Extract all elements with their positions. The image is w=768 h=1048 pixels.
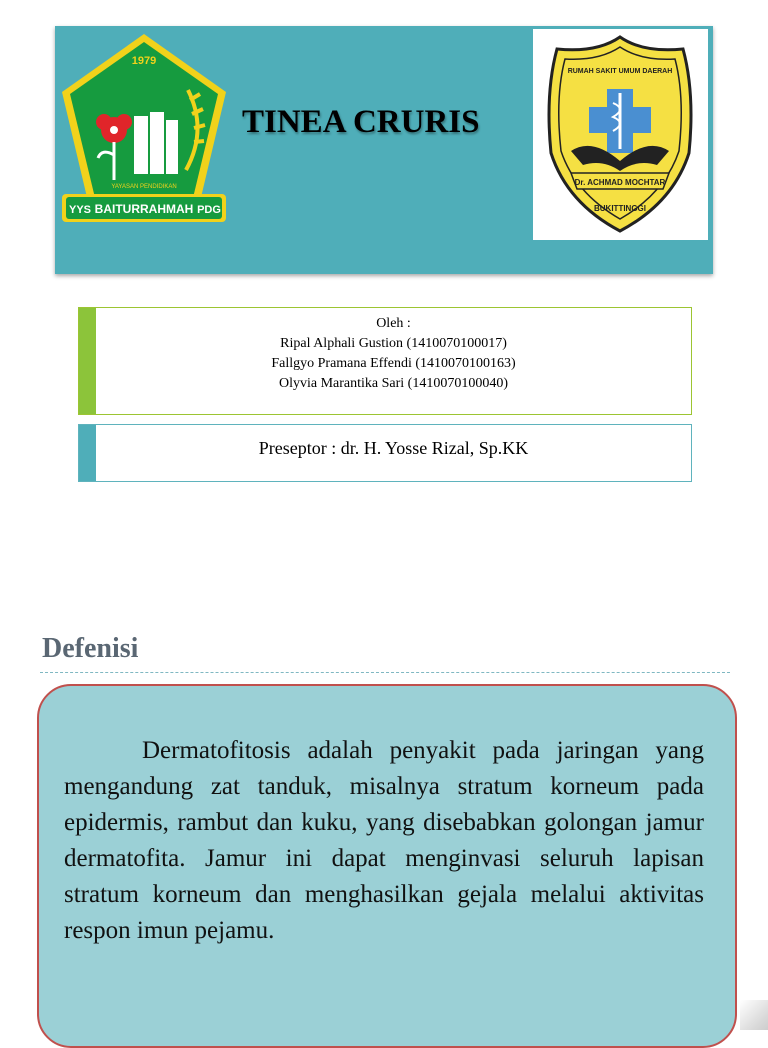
authors-heading: Oleh : [376,316,411,331]
hospital-logo [537,33,704,236]
hospital-ribbon-text: Dr. ACHMAD MOCHTAR [574,178,666,187]
authors-box [78,307,692,415]
baiturrahmah-logo [58,30,230,234]
hospital-bottom-text: BUKITTINGGI [594,204,646,213]
definition-heading: Defenisi [42,633,139,664]
preceptor-accent-bar [79,425,96,481]
logo-caption: YAYASAN PENDIDIKAN [111,184,177,190]
authors-text [96,314,691,394]
definition-text: Dermatofitosis adalah penyakit pada jaringan yang mengandung zat tanduk, misalnya stratum korneum pada epidermis, rambut dan kuku, yang disebabkan golongan jamur dermatofita. Jamur ini dapat menginvasi seluruh lapisan stratum korneum dan menghasilkan gejala melalui aktivitas respon imun pejamu. [64,737,704,944]
logo-right-tag: PDG [197,204,221,216]
author-line: Ripal Alphali Gustion (1410070100017) [280,336,507,351]
logo-year: 1979 [131,55,157,67]
page-corner-shadow [740,1000,768,1030]
authors-accent-bar [79,308,96,414]
presentation-title: TINEA CRURIS [242,104,480,140]
preceptor-text: Preseptor : dr. H. Yosse Rizal, Sp.KK [258,438,529,458]
logo-left-tag: YYS [68,204,92,216]
heading-divider [40,672,730,673]
author-line: Fallgyo Pramana Effendi (1410070100163) [271,356,516,371]
preceptor-box [78,424,692,482]
hospital-top-text: RUMAH SAKIT UMUM DAERAH [567,68,673,75]
logo-name: BAITURRAHMAH [94,202,194,216]
author-line: Olyvia Marantika Sari (1410070100040) [278,376,508,391]
